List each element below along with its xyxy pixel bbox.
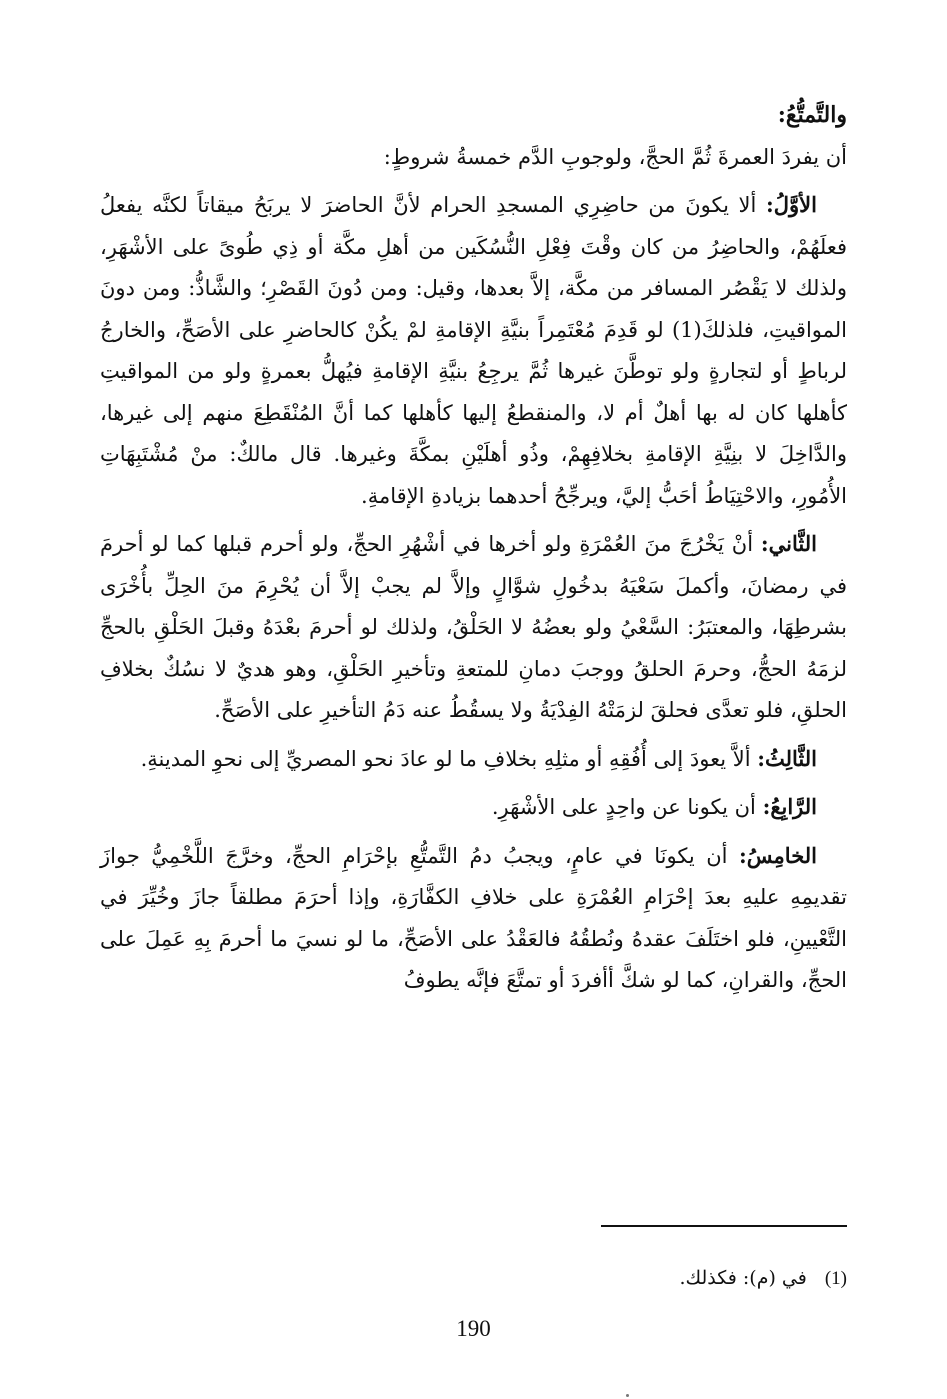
section-heading: والتَّمتُّعُ:: [777, 102, 847, 128]
footnote: [100, 1263, 847, 1294]
condition-fifth-text: أن يكونَا في عامٍ، ويجبُ دمُ التَّمتُّعِ بإحْرَامِ الحجِّ، وخرَّجَ اللَّخْمِيُّ جوازَ تقديمِهِ عليهِ بعدَ إحْرَامِ العُمْرَةِ على خلافِ الكفَّارَةِ، وإذا أحرَمَ مطلقاً جازَ وخُيِّرَ في التَّعْيينِ، فلو اختَلَفَ عقدهُ ونُطقُهُ فالعَقْدُ على الأصَحِّ، ما لو نسيَ ما أحرمَ بِهِ عَمِلَ على الحجِّ، والقرانِ، كما لو شكَّ أأفردَ أو تمتَّعَ فإنَّه يطوفُ: [100, 843, 847, 992]
condition-fifth-lead: الخامِسُ:: [739, 842, 817, 868]
condition-first: [100, 184, 847, 517]
footnote-text: في (م): فكذلك.: [679, 1267, 807, 1289]
condition-fifth: [100, 835, 847, 1002]
footnote-divider: [601, 1225, 847, 1227]
page-number: 190: [456, 1316, 491, 1341]
condition-first-lead: الأوَّلُ:: [766, 192, 817, 217]
condition-first-text: ألا يكونَ من حاضِرِي المسجدِ الحرام لأنَّ الحاضرَ لا يربَحُ ميقاتاً لكنَّه يفعلُ فعلَهُمْ، والحاضِرُ من كان وقْتَ فِعْلِ النُّسُكَين من أهلِ مكَّة أو ذِي طُوىً على الأشْهَرِ، ولذلك لا يَقْصُر المسافر من مكَّة، إلاَّ بعدها، وقيل: ومن دُونَ القَصْرِ؛ والشَّاذُّ: ومن دونَ المواقيتِ، فلذلكَ(1) لو قَدِمَ مُعْتَمِراً بنيَّةِ الإقامةِ لمْ يكُنْ كالحاضرِ على الأصَحِّ، والخارجُ لرباطٍ أو لتجارةٍ ولو توطَّنَ غيرها ثُمَّ يرجِعُ بنيَّةِ الإقامةِ فيُهلُّ بعمرةٍ ولو من المواقيتِ كأهلها كان له بها أهلٌ أم لا، والمنقطعُ إليها كأهلها كما أنَّ المُنْقَطِعَ منهم إلى غيرها، والدَّاخِلَ لا بنِيَّةِ الإقامةِ بخلافِهِمْ، وذُو أهلَيْنِ بمكَّةَ وغيرها. قال مالكٌ: منْ مُشْتَبِهَاتِ الأُمُورِ، والاحْتِيَاطُ أحَبُّ إليَّ، ويرجِّحُ أحدهما بزيادةِ الإقامةِ.: [100, 193, 848, 508]
condition-third-text: ألاَّ يعودَ إلى أُفُقِهِ أو مثلِهِ بخلافِ ما لو عادَ نحو المصريِّ إلى نحوِ المدينةِ.: [140, 746, 751, 771]
condition-third: [100, 738, 847, 781]
condition-second: [100, 523, 847, 732]
condition-second-lead: الثَّاني:: [760, 531, 817, 556]
condition-fourth: [100, 786, 847, 829]
main-text: [100, 95, 847, 1002]
condition-third-lead: الثَّالِثُ:: [757, 745, 817, 771]
scan-speck: [626, 1394, 629, 1397]
condition-second-text: أنْ يَخْرُجَ منَ العُمْرَةِ ولو أخرها في أشْهُرِ الحجِّ، ولو أحرم قبلها كما لو أحرمَ في رمضانَ، وأكملَ سَعْيَهُ بدخُولِ شوَّالٍ وإلاَّ لم يجبْ إلاَّ أن يُحْرِمَ منَ الحِلِّ بأُخْرَى بشرطِهَا، والمعتبَرُ: السَّعْيُ ولو بعضُهُ لا الحَلْقُ، ولذلك لو أحرمَ بعْدَهُ وقبلَ الحَلْقِ بالحجِّ لزمَهُ الحجُّ، وحرمَ الحلقُ ووجبَ دمانِ للمتعةِ وتأخيرِ الحَلْقِ، وهو هديٌ لا نسُكٌ بخلافِ الحلقِ، فلو تعدَّى فحلقَ لزمَتْهُ الفِدْيَةُ ولا يسقُطُ عنه دَمُ التأخيرِ على الأصَحِّ.: [100, 532, 847, 722]
condition-fourth-lead: الرَّابِعُ:: [762, 794, 817, 819]
footnote-number: (1): [824, 1268, 847, 1289]
intro-paragraph: أن يفردَ العمرةَ ثُمَّ الحجَّ، ولوجوبِ الدَّم خمسةُ شروطٍ:: [383, 144, 847, 169]
condition-fourth-text: أن يكونا عن واحِدٍ على الأشْهَرِ.: [491, 795, 756, 819]
